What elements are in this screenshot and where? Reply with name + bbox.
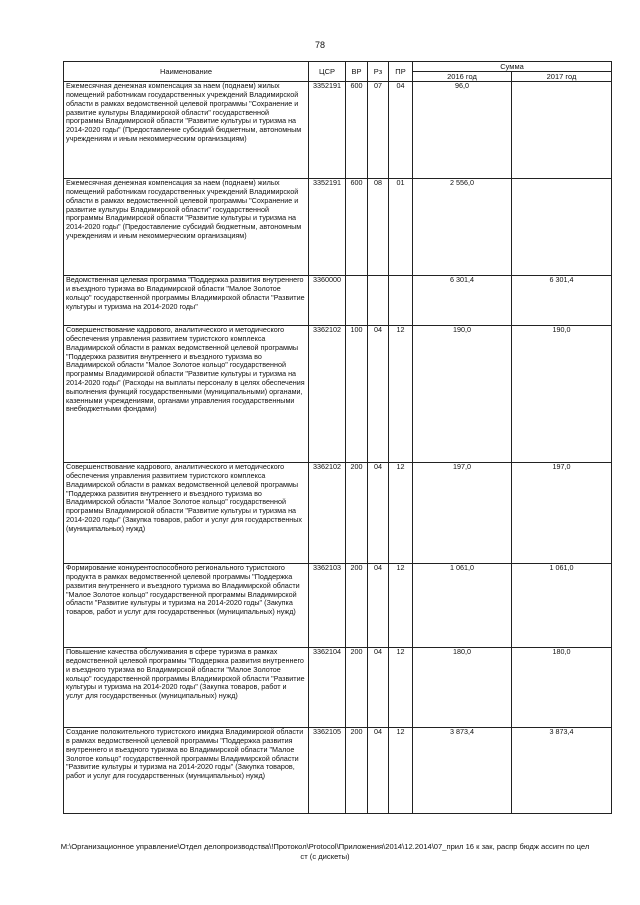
header-rz: Рз bbox=[368, 62, 389, 82]
row-vr: 600 bbox=[346, 82, 368, 179]
table-row bbox=[64, 728, 612, 814]
row-rz bbox=[368, 276, 389, 326]
row-sum-2016: 2 556,0 bbox=[413, 179, 512, 276]
row-vr: 200 bbox=[346, 463, 368, 564]
table-row bbox=[64, 82, 612, 179]
table-row bbox=[64, 463, 612, 564]
row-pr: 12 bbox=[389, 564, 413, 648]
row-name: Ежемесячная денежная компенсация за наем (поднаем) жилых помещений работникам государственных учреждений Владимирской области в рамках ведомственной целевой программы "Сохранение и развитие культуры Владимирской области" государственной программы Владимирской области "Развитие культуры и туризма на 2014-2020 годы" (Предоставление субсидий бюджетным, автономным учреждениям и иным некоммерческим организациям) bbox=[64, 82, 309, 179]
row-rz: 04 bbox=[368, 564, 389, 648]
table-row bbox=[64, 179, 612, 276]
row-name: Создание положительного туристского имиджа Владимирской области в рамках ведомственной целевой программы "Поддержка развития внутреннего и въездного туризма во Владимирской области "Малое Золотое кольцо" государственной программы Владимирской области "Развитие культуры и туризма на 2014-2020 годы" (Закупка товаров, работ и услуг для государственных (муниципальных) нужд) bbox=[64, 728, 309, 814]
row-name: Ведомственная целевая программа "Поддержка развития внутреннего и въездного туризма во Владимирской области "Малое Золотое кольцо" государственной программы Владимирской области "Развитие культуры и туризма на 2014-2020 годы" bbox=[64, 276, 309, 326]
row-rz: 04 bbox=[368, 728, 389, 814]
row-pr: 12 bbox=[389, 326, 413, 463]
row-csr: 3362104 bbox=[309, 648, 346, 728]
row-csr: 3362102 bbox=[309, 463, 346, 564]
row-csr: 3360000 bbox=[309, 276, 346, 326]
row-sum-2017 bbox=[512, 82, 612, 179]
row-rz: 04 bbox=[368, 463, 389, 564]
row-csr: 3362105 bbox=[309, 728, 346, 814]
row-csr: 3362103 bbox=[309, 564, 346, 648]
row-vr: 600 bbox=[346, 179, 368, 276]
row-name: Ежемесячная денежная компенсация за наем (поднаем) жилых помещений работникам государственных учреждений Владимирской области в рамках ведомственной целевой программы "Сохранение и развитие культуры Владимирской области" государственной программы Владимирской области "Развитие культуры и туризма на 2014-2020 годы" (Предоставление субсидий бюджетным, автономным учреждениям и иным некоммерческим организациям) bbox=[64, 179, 309, 276]
page-number: 78 bbox=[314, 40, 325, 50]
row-sum-2016: 190,0 bbox=[413, 326, 512, 463]
row-pr bbox=[389, 276, 413, 326]
row-vr: 200 bbox=[346, 648, 368, 728]
row-rz: 08 bbox=[368, 179, 389, 276]
header-year-2017: 2017 год bbox=[512, 72, 612, 82]
row-sum-2016: 6 301,4 bbox=[413, 276, 512, 326]
row-csr: 3352191 bbox=[309, 179, 346, 276]
row-sum-2016: 3 873,4 bbox=[413, 728, 512, 814]
row-pr: 01 bbox=[389, 179, 413, 276]
row-sum-2017: 180,0 bbox=[512, 648, 612, 728]
row-sum-2016: 1 061,0 bbox=[413, 564, 512, 648]
table-row bbox=[64, 564, 612, 648]
row-vr bbox=[346, 276, 368, 326]
row-pr: 12 bbox=[389, 728, 413, 814]
header-name: Наименование bbox=[64, 62, 309, 82]
row-vr: 200 bbox=[346, 564, 368, 648]
file-path-footer: M:\Организационное управление\Отдел делопроизводства\!Протокол\Protocol\Приложения\2014\12.2014\07_прил 16 к зак, распр бюдж ассигн по цел ст (с дискеты) bbox=[60, 842, 590, 862]
header-csr: ЦСР bbox=[309, 62, 346, 82]
table-row bbox=[64, 276, 612, 326]
row-name: Формирование конкурентоспособного регионального туристского продукта в рамках ведомственной целевой программы "Поддержка развития внутреннего и въездного туризма во Владимирской области "Малое Золотое кольцо" государственной программы Владимирской области "Развитие культуры и туризма на 2014-2020 годы" (Закупка товаров, работ и услуг для государственных (муниципальных) нужд) bbox=[64, 564, 309, 648]
row-sum-2017: 190,0 bbox=[512, 326, 612, 463]
row-pr: 04 bbox=[389, 82, 413, 179]
row-sum-2017: 1 061,0 bbox=[512, 564, 612, 648]
row-name: Совершенствование кадрового, аналитического и методического обеспечения управления развитием туристского комплекса Владимирской области в рамках ведомственной целевой программы "Поддержка развития внутреннего и въездного туризма во Владимирской области "Малое Золотое кольцо" государственной программы Владимирской области "Развитие культуры и туризма на 2014-2020 годы" (Расходы на выплаты персоналу в целях обеспечения выполнения функций государственными (муниципальными) органами, казенными учреждениями, органами управления государственными внебюджетными фондами) bbox=[64, 326, 309, 463]
row-name: Совершенствование кадрового, аналитического и методического обеспечения управления развитием туристского комплекса Владимирской области в рамках ведомственной целевой программы "Поддержка развития внутреннего и въездного туризма во Владимирской области "Малое Золотое кольцо" государственной программы Владимирской области "Развитие культуры и туризма на 2014-2020 годы" (Закупка товаров, работ и услуг для государственных (муниципальных) нужд) bbox=[64, 463, 309, 564]
budget-table bbox=[63, 61, 612, 814]
row-csr: 3362102 bbox=[309, 326, 346, 463]
row-sum-2017: 6 301,4 bbox=[512, 276, 612, 326]
row-pr: 12 bbox=[389, 648, 413, 728]
table-row bbox=[64, 648, 612, 728]
row-rz: 04 bbox=[368, 648, 389, 728]
row-vr: 100 bbox=[346, 326, 368, 463]
table-body bbox=[64, 82, 612, 814]
row-vr: 200 bbox=[346, 728, 368, 814]
row-pr: 12 bbox=[389, 463, 413, 564]
header-year-2016: 2016 год bbox=[413, 72, 512, 82]
row-csr: 3352191 bbox=[309, 82, 346, 179]
row-sum-2016: 197,0 bbox=[413, 463, 512, 564]
header-pr: ПР bbox=[389, 62, 413, 82]
table-row bbox=[64, 326, 612, 463]
row-sum-2017: 3 873,4 bbox=[512, 728, 612, 814]
row-sum-2016: 180,0 bbox=[413, 648, 512, 728]
row-rz: 07 bbox=[368, 82, 389, 179]
row-name: Повышение качества обслуживания в сфере туризма в рамках ведомственной целевой программы "Поддержка развития внутреннего и въездного туризма во Владимирской области "Малое Золотое кольцо" государственной программы Владимирской области "Развитие культуры и туризма на 2014-2020 годы" (Закупка товаров, работ и услуг для государственных (муниципальных) нужд) bbox=[64, 648, 309, 728]
row-sum-2017 bbox=[512, 179, 612, 276]
header-vr: ВР bbox=[346, 62, 368, 82]
row-rz: 04 bbox=[368, 326, 389, 463]
row-sum-2016: 96,0 bbox=[413, 82, 512, 179]
row-sum-2017: 197,0 bbox=[512, 463, 612, 564]
header-sum: Сумма bbox=[413, 62, 612, 72]
